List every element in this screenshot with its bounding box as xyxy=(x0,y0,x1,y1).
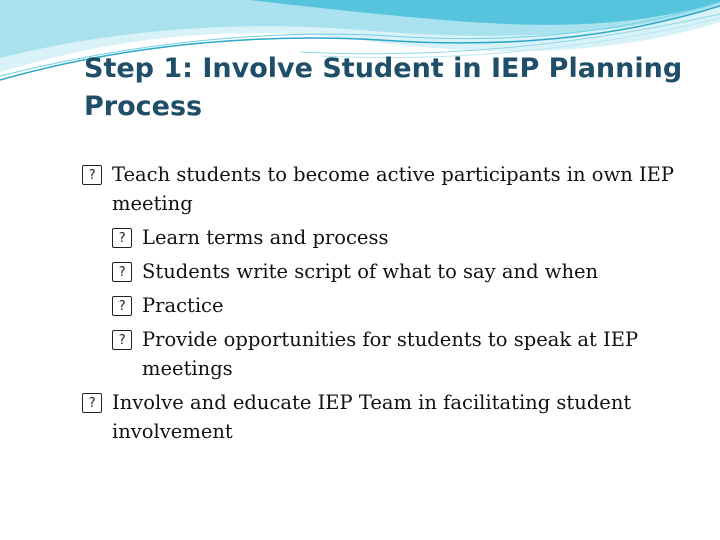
missing-glyph-box-icon: ? xyxy=(112,262,132,282)
bullet-list xyxy=(88,160,692,451)
missing-glyph-box-icon: ? xyxy=(82,165,102,185)
list-item xyxy=(88,160,692,218)
list-item xyxy=(118,291,692,320)
missing-glyph-box-icon: ? xyxy=(112,228,132,248)
list-item xyxy=(118,325,692,383)
missing-glyph-box-icon: ? xyxy=(82,393,102,413)
list-item-text: Teach students to become active participants in own IEP meeting xyxy=(112,163,675,215)
missing-glyph-box-icon: ? xyxy=(112,296,132,316)
list-item xyxy=(118,257,692,286)
list-item-text: Practice xyxy=(142,294,224,317)
list-item xyxy=(88,388,692,446)
list-item-text: Involve and educate IEP Team in facilitating student involvement xyxy=(112,391,632,443)
page-title: Step 1: Involve Student in IEP Planning Process xyxy=(84,53,683,122)
list-item-text: Students write script of what to say and when xyxy=(142,260,599,283)
missing-glyph-box-icon: ? xyxy=(112,330,132,350)
list-item-text: Learn terms and process xyxy=(142,226,389,249)
list-item-text: Provide opportunities for students to speak at IEP meetings xyxy=(142,328,639,380)
list-item xyxy=(118,223,692,252)
